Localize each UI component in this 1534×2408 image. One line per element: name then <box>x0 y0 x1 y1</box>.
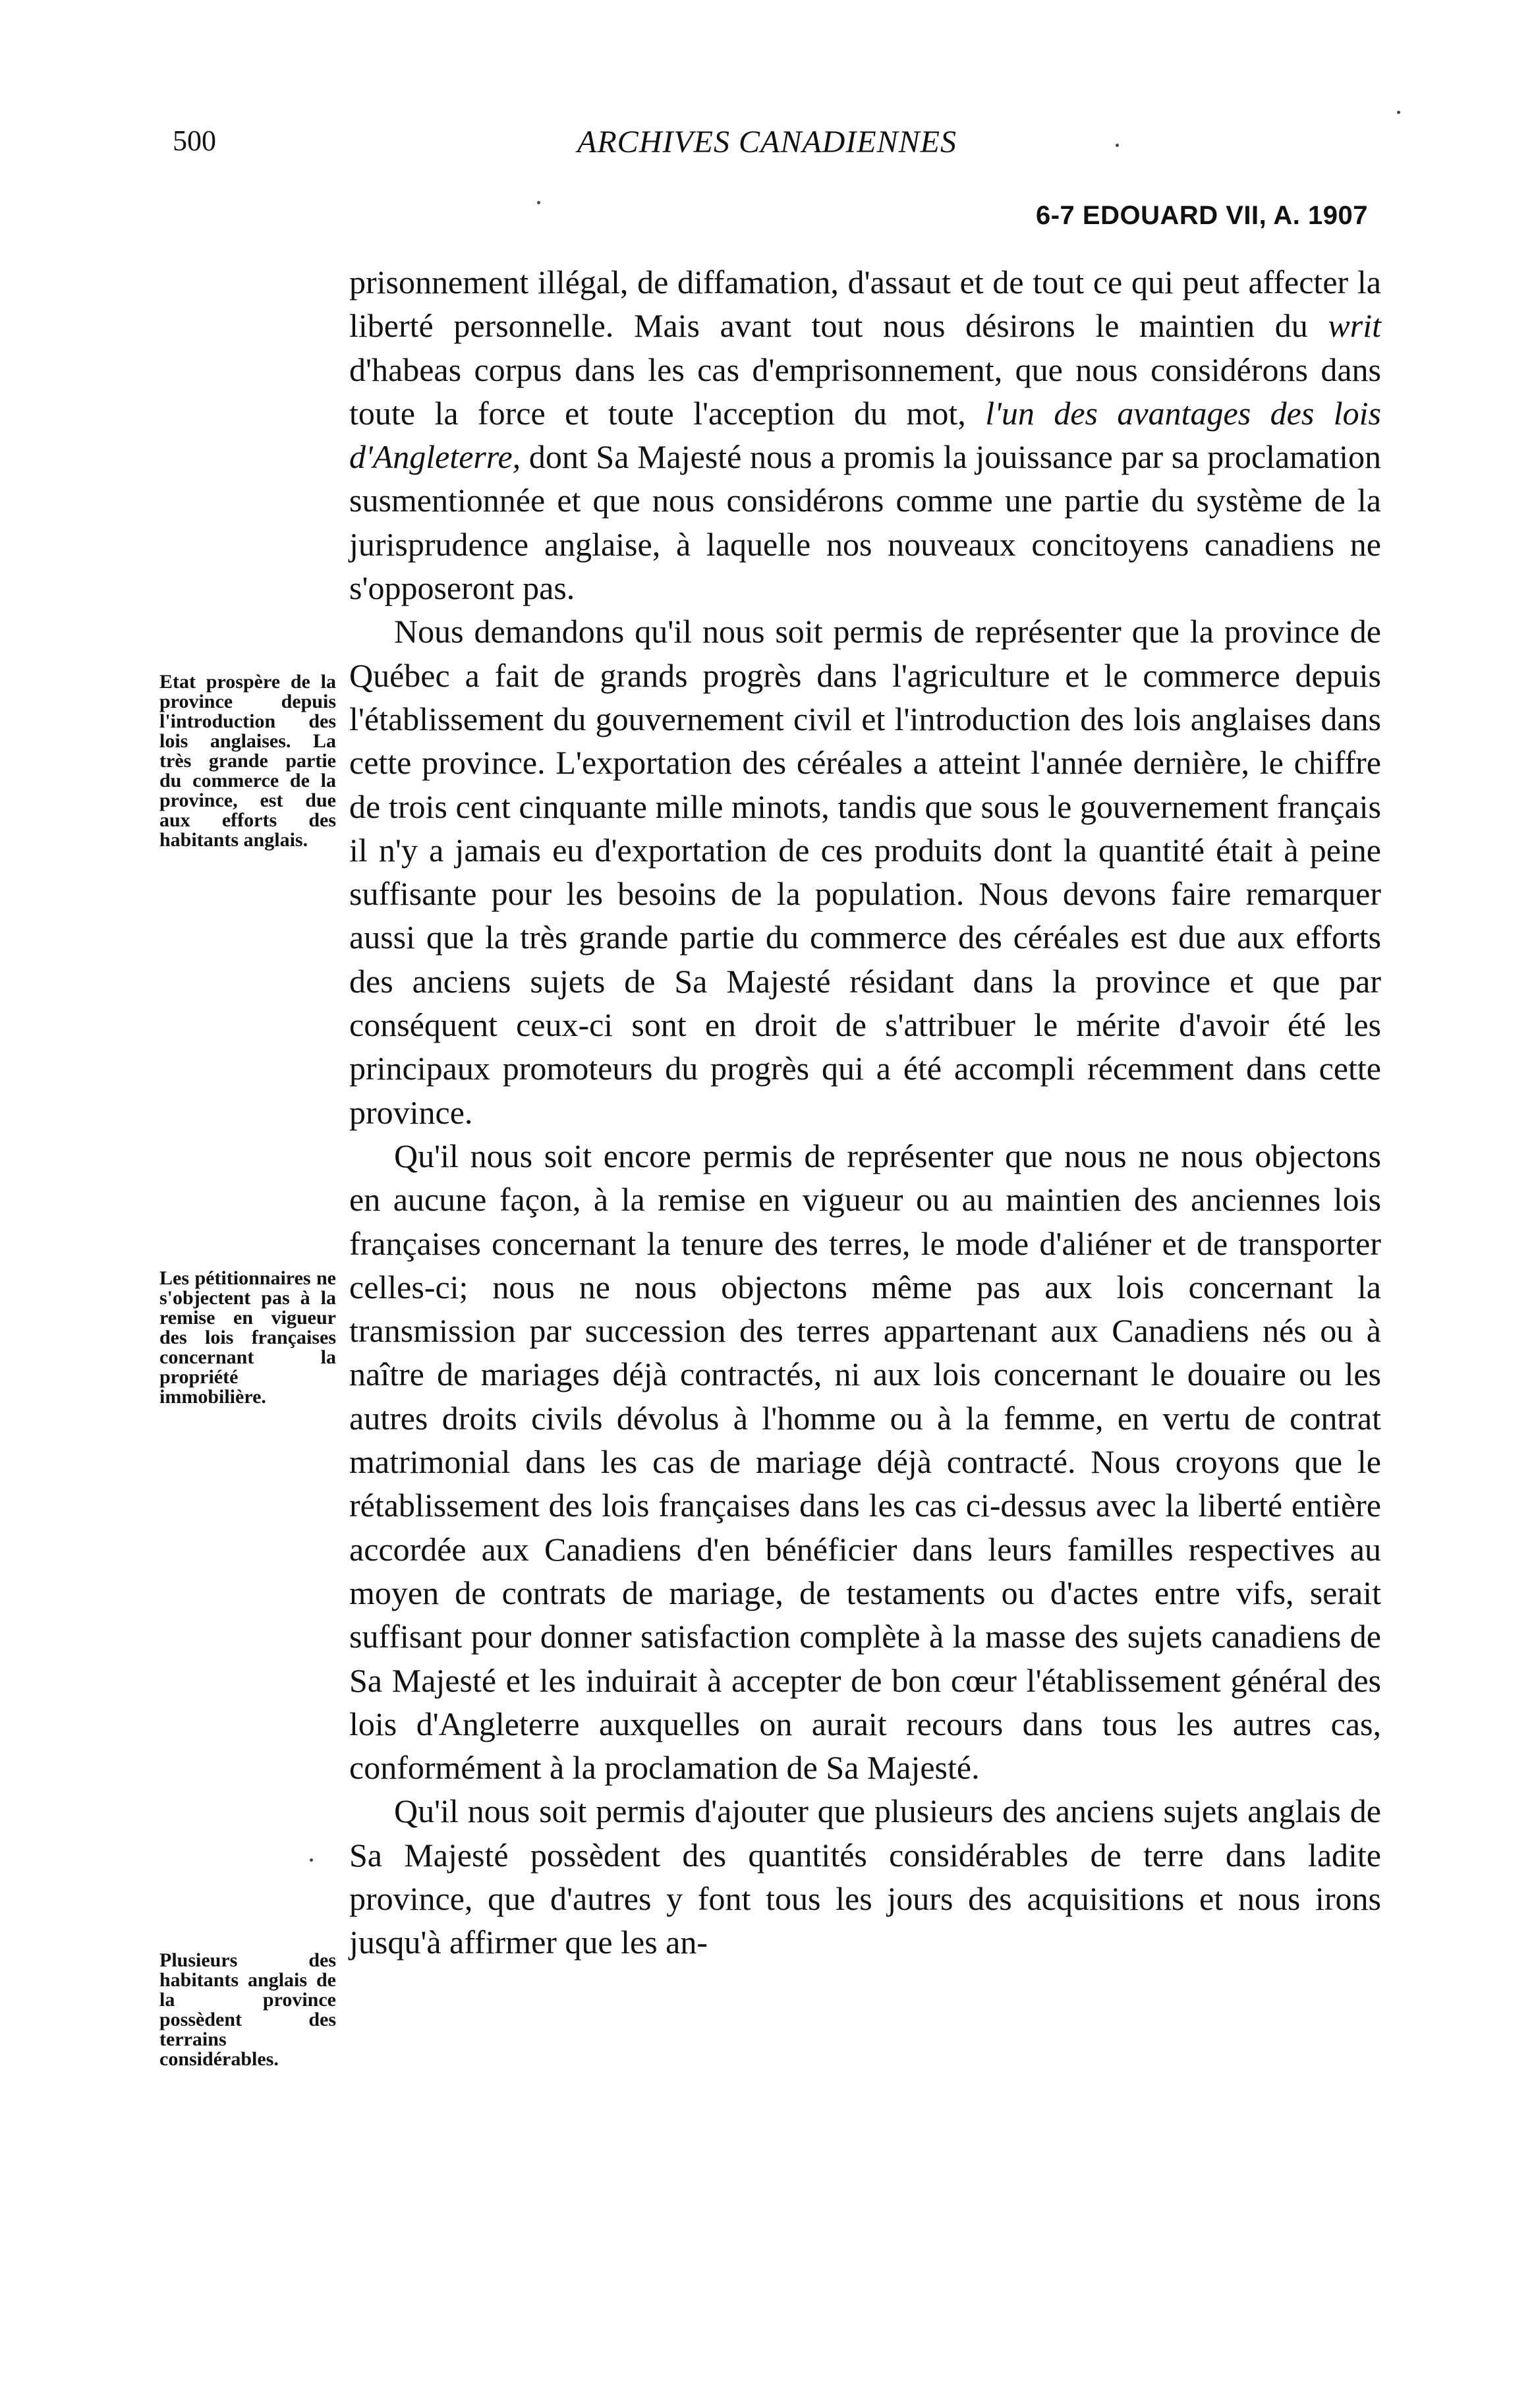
sidenote-english-landowners: Plusieurs des habitants anglais de la province possèdent des terrains considérables. <box>159 1949 336 2070</box>
paragraph-1-text-e: dont Sa Majesté nous a promis la jouissance par sa proclamation susmentionnée et que nous considérons comme une partie du système de la jurisprudence anglaise, à laquelle nos nouveaux concitoyens canadiens ne s'opposeront pas. <box>349 438 1381 607</box>
sidenote-petitioners: Les pétitionnaires ne s'objectent pas à la remise en vigueur des lois françaises concernant la propriété immobilière. <box>159 1267 336 1408</box>
page-number: 500 <box>173 125 216 157</box>
body-text <box>349 260 1381 1964</box>
sidenote-prosperity: Etat prospère de la province depuis l'introduction des lois anglaises. La très grande partie du commerce de la province, est due aux efforts des habitants anglais. <box>159 671 336 851</box>
scan-speck <box>310 1858 313 1862</box>
scan-speck <box>537 201 540 204</box>
paragraph-1 <box>349 260 1381 610</box>
paragraph-1-text-c: d'habeas corpus dans les cas d'emprisonnement, que nous considérons dans toute la force et toute l'acception du mot, <box>349 351 1381 432</box>
paragraph-1-italic-quote: l'un des avantages des lois d'Angleterre, <box>349 394 1381 476</box>
paragraph-4: Qu'il nous soit permis d'ajouter que plusieurs des anciens sujets anglais de Sa Majesté possèdent des quantités considérables de terre dans ladite province, que d'autres y font tous les jours des acquisitions et nous irons jusqu'à affirmer que les an- <box>349 1792 1381 1961</box>
scan-speck <box>1397 111 1400 114</box>
running-title: ARCHIVES CANADIENNES <box>577 125 957 159</box>
paragraph-3: Qu'il nous soit encore permis de représenter que nous ne nous objectons en aucune façon, à la remise en vigueur ou au maintien des anciennes lois françaises concernant la tenure des terres, le mode d'aliéner et de transporter celles-ci; nous ne nous objectons même pas aux lois concernant la transmission par succession des terres appartenant aux Canadiens nés ou à naître de mariages déjà contractés, ni aux lois concernant le douaire ou les autres droits civils dévolus à l'homme ou à la femme, en vertu de contrat matrimonial dans les cas de mariage déjà contracté. Nous croyons que le rétablissement des lois françaises dans les cas ci-dessus avec la liberté entière accordée aux Canadiens d'en bénéficier dans leurs familles respectives au moyen de contrats de mariage, de testaments ou d'actes entre vifs, serait suffisant pour donner satisfaction complète à la masse des sujets canadiens de Sa Majesté et les induirait à accepter de bon cœur l'établissement général des lois d'Angleterre auxquelles on aurait recours dans tous les autres cas, conformément à la proclamation de Sa Majesté. <box>349 1137 1381 1787</box>
paragraph-1-italic-writ: writ <box>1328 307 1381 345</box>
session-reference: 6-7 EDOUARD VII, A. 1907 <box>1035 201 1368 230</box>
paragraph-2: Nous demandons qu'il nous soit permis de représenter que la province de Québec a fait de grands progrès dans l'agriculture et le commerce depuis l'établissement du gouvernement civil et l'introduction des lois anglaises dans cette province. L'exportation des céréales a atteint l'année dernière, le chiffre de trois cent cinquante mille minots, tandis que sous le gouvernement français il n'y a jamais eu d'exportation de ces produits dont la quantité était à peine suffisante pour les besoins de la population. Nous devons faire remarquer aussi que la très grande partie du commerce des céréales est due aux efforts des anciens sujets de Sa Majesté résidant dans la province et que par conséquent ceux-ci sont en droit de s'attribuer le mérite d'avoir été les principaux promoteurs du progrès qui a été accompli récemment dans cette province. <box>349 613 1381 1131</box>
scan-speck <box>1116 144 1119 147</box>
paragraph-1-text-a: prisonnement illégal, de diffamation, d'assaut et de tout ce qui peut affecter la liberté personnelle. Mais avant tout nous désirons le maintien du <box>349 264 1381 345</box>
